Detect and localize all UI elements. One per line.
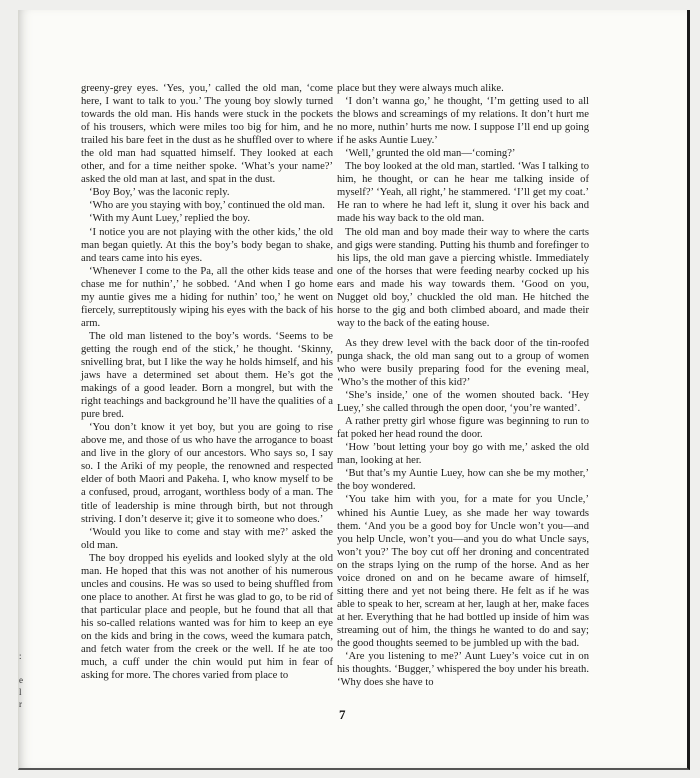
paragraph: ‘Well,’ grunted the old man—‘coming?’: [345, 148, 516, 160]
right-column: [337, 82, 589, 689]
left-column: [81, 82, 333, 682]
paragraph: ‘You don’t know it yet boy, but you are going to rise above me, and those of us who have the arrogance to boast and live in the glory of our ancestors. Who says so, I say so. I the Ariki of my people, the renowned and respected elder of both Maori and Pakeha. I, who know myself to be a confused, proud, arrogant, worthless body of a man. The title of leadership is mine through birth, but not through striving. I don’t deserve it; give it to someone who does.’: [81, 422, 333, 525]
paragraph: ‘You take him with you, for a mate for you Uncle,’ whined his Auntie Luey, as she made her way towards them. ‘And you be a good boy for Uncle won’t you—and you help Uncle, won’t you—and you do what Uncle says, won’t you?’ The boy cut off her droning and concentrated on the straps lying on the rump of the horse. And as her voice droned on and on he became aware of himself, sitting there and yet not being there. He felt as if he was able to speak to her, scream at her, laugh at her, make faces at her. Everything that he had bottled up inside of him was streaming out of him, the things he wanted to do and say; the good thoughts seemed to be jumbled up with the bad.: [337, 494, 589, 649]
paragraph: ‘Would you like to come and stay with me?’ asked the old man.: [81, 526, 333, 551]
paragraph: ‘Whenever I come to the Pa, all the other kids tease and chase me for nuthin’,’ he sobbed. ‘And when I go home my auntie gives me a hiding for nuthin’ too,’ he went on fiercely, surreptitously wiping his eyes with the back of his arm.: [81, 265, 333, 329]
paragraph: The old man listened to the boy’s words. ‘Seems to be getting the rough end of the stick,’ he thought. ‘Skinny, snivelling brat, but I like the way he holds himself, and his jaws have a determined set about them. He’s got the makings of a good leader. Born a mongrel, but with the right teachings and background he’ll have the qualities of a pure bred.: [81, 330, 333, 421]
margin-fragment: e: [19, 675, 23, 685]
paragraph: ‘With my Aunt Luey,’ replied the boy.: [89, 213, 250, 225]
paragraph: The boy dropped his eyelids and looked slyly at the old man. He hoped that this was not another of his numerous uncles and cousins. He was so used to being shuffled from one place to another. At first he was glad to go, to be rid of that particular place and people, but he found that all that his so-called relations wanted was for him to keep an eye on the kids and bring in the cows, weed the kumara patch, and fetch water from the creek or the well. If he ate too much, a cuff under the chin would put him in fear of asking for more. The chores varied from place to: [81, 552, 333, 682]
paragraph: greeny-grey eyes. ‘Yes, you,’ called the old man, ‘come here, I want to talk to you.’ The young boy slowly turned towards the old man. His hands were stuck in the pockets of his trousers, which were miles too big for him, and he trailed his bare feet in the dust as he shuffled over to where the old man had squatted himself. They looked at each other, and for a time neither spoke. ‘What’s your name?’ asked the old man at last, and spat in the dust.: [81, 83, 333, 186]
margin-fragment: r: [19, 699, 22, 709]
paragraph: place but they were always much alike.: [337, 83, 504, 94]
margin-fragments: [19, 650, 29, 710]
paragraph: ‘I notice you are not playing with the other kids,’ the old man began quietly. At this the boy’s body began to shake, and tears came into his eyes.: [81, 226, 333, 264]
paragraph: A rather pretty girl whose figure was beginning to run to fat poked her head round the door.: [337, 416, 589, 441]
paragraph: ‘Are you listening to me?’ Aunt Luey’s voice cut in on his thoughts. ‘Bugger,’ whispered the boy under his breath. ‘Why does she have to: [337, 651, 589, 689]
paragraph: ‘Who are you staying with boy,’ continued the old man.: [89, 200, 325, 212]
page-number: 7: [339, 707, 346, 722]
paragraph: ‘Boy Boy,’ was the laconic reply.: [89, 187, 230, 199]
paragraph: ‘I don’t wanna go,’ he thought, ‘I’m getting used to all the blows and screamings of my relations. It don’t hurt me no more, nuthin’ hurts me now. I suppose I’ll end up going if he asks Auntie Luey.’: [337, 96, 589, 147]
margin-fragment: l: [19, 687, 22, 697]
paragraph: ‘She’s inside,’ one of the women shouted back. ‘Hey Luey,’ she called through the open door, ‘you’re wanted’.: [337, 390, 589, 415]
book-page: [18, 10, 690, 770]
paragraph: The old man and boy made their way to where the carts and gigs were standing. Putting his thumb and forefinger to his lips, the old man gave a piercing whistle. Immediately one of the horses that were feeding nearby cocked up his ears and made his way towards them. ‘Good on you, Nugget old boy,’ chuckled the old man. He hitched the horse to the gig and both climbed aboard, and made their way to the back of the eating house.: [337, 226, 589, 329]
paragraph: As they drew level with the back door of the tin-roofed punga shack, the old man sang out to a group of women who were busily preparing food for the evening meal, ‘Who’s the mother of this kid?’: [337, 337, 589, 389]
paragraph: The boy looked at the old man, startled. ‘Was I talking to him, he thought, or can he hear me talking inside of myself?’ ‘Yeah, all right,’ he stammered. ‘I’ll get my coat.’ He ran to where he had left it, slung it over his back and made his way back to the old man.: [337, 161, 589, 225]
paragraph: ‘But that’s my Auntie Luey, how can she be my mother,’ the boy wondered.: [337, 468, 589, 493]
margin-fragment: :: [19, 651, 22, 661]
paragraph: ‘How ’bout letting your boy go with me,’ asked the old man, looking at her.: [337, 442, 589, 467]
